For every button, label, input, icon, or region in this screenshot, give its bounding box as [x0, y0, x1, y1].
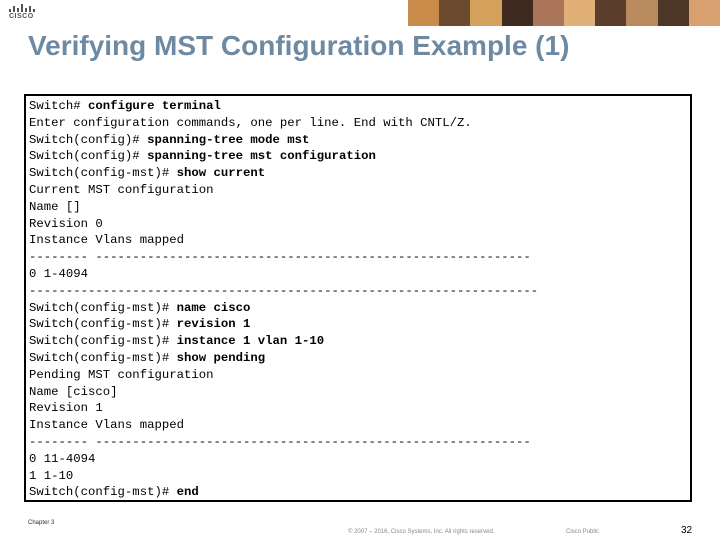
footer-copyright: © 2007 – 2016, Cisco Systems, Inc. All rights reserved. [348, 529, 495, 535]
cli-line-text: -------- ----------------------------------------------------------- [29, 250, 531, 265]
cli-line [29, 199, 690, 216]
cli-line [29, 417, 690, 434]
cli-line [29, 132, 690, 149]
cli-line [29, 451, 690, 468]
cli-line [29, 484, 690, 501]
header-photo-tile [408, 0, 439, 26]
header-photo-tile [470, 0, 501, 26]
cli-line-text: Revision 0 [29, 216, 103, 231]
cli-line [29, 434, 690, 451]
cisco-logo-text: CISCO [9, 13, 34, 20]
cli-line [29, 115, 690, 132]
header-photo-strip [408, 0, 720, 26]
cli-line-text: Pending MST configuration [29, 367, 214, 382]
cli-line-text: --------------------------------------------------------------------- [29, 283, 539, 298]
cli-line-text: Instance Vlans mapped [29, 233, 184, 248]
header-photo-tile [689, 0, 720, 26]
cli-command: revision 1 [176, 317, 251, 332]
cli-line-text: Revision 1 [29, 401, 103, 416]
header-photo-tile [439, 0, 470, 26]
cli-line-text: 1 1-10 [29, 468, 74, 483]
cli-line [29, 367, 690, 384]
cli-command: end [176, 485, 199, 500]
cli-line-text: Name [] [29, 199, 81, 214]
cli-line-text: Switch(config-mst)# [29, 317, 177, 332]
cli-line-text: Switch(config-mst)# [29, 485, 177, 500]
cli-line-text: Switch(config)# [29, 132, 148, 147]
cli-line-text: Enter configuration commands, one per line. End with CNTL/Z. [29, 115, 472, 130]
cli-line-text: Switch(config-mst)# [29, 166, 177, 181]
cli-line-text: 0 11-4094 [29, 451, 96, 466]
cli-output-box [24, 94, 692, 502]
cli-line [29, 333, 690, 350]
cli-line-text: Switch(config-mst)# [29, 350, 177, 365]
header-photo-tile [502, 0, 533, 26]
cli-line [29, 283, 690, 300]
header-photo-tile [595, 0, 626, 26]
cli-line [29, 300, 690, 317]
cli-line [29, 468, 690, 485]
cli-line-text: Switch(config-mst)# [29, 300, 177, 315]
cli-line [29, 232, 690, 249]
cli-line-text: Switch(config-mst)# [29, 334, 177, 349]
cli-line [29, 148, 690, 165]
cli-line-text: Switch(config)# [29, 149, 148, 164]
cli-line-text: Switch# [29, 99, 89, 113]
cli-line [29, 316, 690, 333]
cli-line [29, 98, 690, 115]
cli-command: show pending [176, 350, 266, 365]
cli-line [29, 182, 690, 199]
cli-command: spanning-tree mode mst [147, 132, 310, 147]
cli-line [29, 400, 690, 417]
cisco-logo-bars-icon [8, 4, 42, 12]
cli-line-text: Current MST configuration [29, 182, 214, 197]
header-band [0, 0, 720, 26]
header-photo-tile [626, 0, 657, 26]
cli-command: show current [176, 166, 266, 181]
cisco-logo [8, 4, 42, 24]
header-photo-tile [564, 0, 595, 26]
cli-line [29, 266, 690, 283]
header-photo-tile [658, 0, 689, 26]
cli-line [29, 384, 690, 401]
cli-line-text: -------- ----------------------------------------------------------- [29, 434, 531, 449]
cli-command: spanning-tree mst configuration [147, 149, 376, 164]
cli-line [29, 216, 690, 233]
cli-line-text: Name [cisco] [29, 384, 118, 399]
cli-line [29, 249, 690, 266]
cli-line [29, 350, 690, 367]
cli-line-text: Instance Vlans mapped [29, 418, 184, 433]
page-number: 32 [681, 525, 693, 536]
footer-chapter: Chapter 3 [28, 520, 55, 526]
header-photo-tile [533, 0, 564, 26]
cli-line [29, 165, 690, 182]
slide-title: Verifying MST Configuration Example (1) [28, 30, 570, 61]
cli-line-text: 0 1-4094 [29, 266, 89, 281]
cli-command: configure terminal [88, 99, 221, 113]
footer-classification: Cisco Public [566, 529, 600, 535]
cli-command: instance 1 vlan 1-10 [176, 334, 325, 349]
cli-command: name cisco [176, 300, 251, 315]
